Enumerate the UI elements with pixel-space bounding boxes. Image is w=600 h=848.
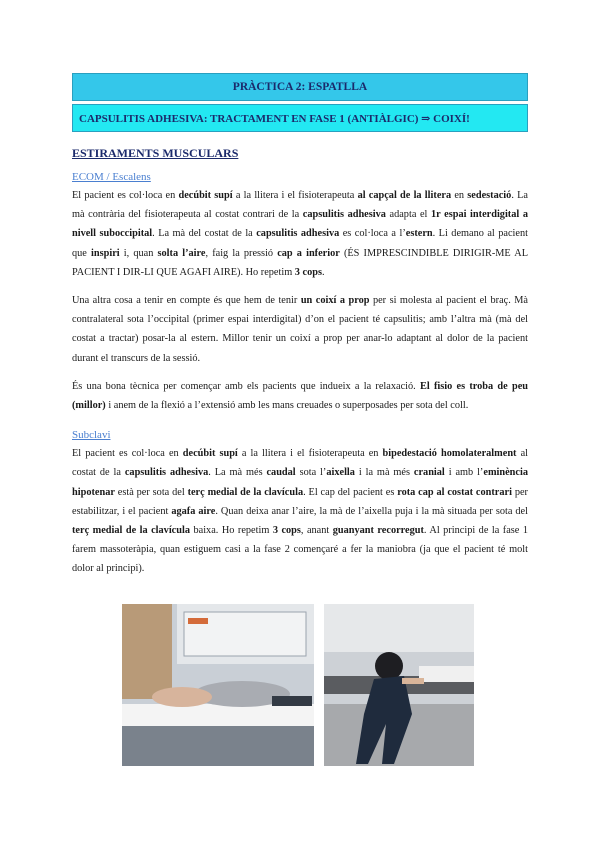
text-run: adapta el [385, 209, 432, 221]
text-run: baixa. Ho repetim [190, 525, 273, 537]
photo-subclavi-technique [324, 604, 474, 766]
bold-text-run: solta l’aire [157, 247, 206, 259]
bold-text-run: terç medial de la clavícula [72, 525, 190, 537]
text-run: El pacient es col·loca en [72, 448, 183, 460]
text-run: . La mà més [208, 467, 267, 479]
text-run: i anem de la flexió a l’extensió amb les mans creuades o superposades per sota del coll. [105, 400, 469, 412]
text-run: a la llitera i el fisioterapeuta en [237, 448, 383, 460]
text-run: És una bona tècnica per començar amb els pacients que indueix a la relaxació. [72, 380, 420, 392]
ecom-paragraph-2 [72, 291, 528, 368]
text-run: per si molesta al pacient el braç. Mà contralateral sota l’occipital (primer espai interdigital) d’on el pacient té capsulitis; amb l’altra mà (mà del costat a tractar) posar-la al estern. Millor tenir un coixí a prop per anar-lo adaptant al dolor de la pacient durant el transcurs de la sessió. [72, 295, 528, 364]
text-run: , faig la pressió [205, 247, 278, 259]
text-run: . El cap del pacient es [303, 486, 398, 498]
bold-text-run: capsulitis adhesiva [302, 209, 386, 221]
bold-text-run: 3 cops [294, 266, 322, 278]
text-run: es col·loca a l’ [339, 228, 406, 240]
text-run: sota l’ [295, 467, 327, 479]
text-run: al costat de la [72, 448, 529, 479]
text-run: . [321, 266, 325, 278]
section-title: ESTIRAMENTS MUSCULARS [72, 146, 239, 160]
text-run: i la mà més [354, 467, 414, 479]
bold-text-run: estern [405, 228, 433, 240]
bold-text-run: bipedestació homolateralment [382, 448, 517, 460]
text-run: . Al principi de la fase 1 farem massoteràpia, quan estiguem casi a la fase 2 començaré a fer la maniobra (ja que el pacient té molt dolor al principi). [72, 525, 528, 575]
text-run: , anant [300, 525, 333, 537]
text-run: (ÉS IMPRESCINDIBLE DIRIGIR-ME AL PACIENT I DIR-LI QUE AGAFI AIRE). Ho repetim [72, 247, 528, 278]
practice-title: PRÀCTICA 2: ESPATLLA [232, 81, 368, 93]
text-run: . Li demano al pacient que [72, 228, 529, 259]
bold-text-run: agafa aire [171, 505, 216, 517]
text-run: . Quan deixa anar l’aire, la mà de l’aixella puja i la mà situada per sota del [215, 505, 528, 517]
bold-text-run: decúbit supí [182, 448, 238, 460]
technique-photos [122, 604, 474, 766]
bold-text-run: 3 cops [272, 525, 301, 537]
document-page [72, 73, 528, 579]
text-run: . La mà contrària del fisioterapeuta al costat contrari de la [72, 190, 528, 221]
text-run: per estabilitzar, i el pacient [72, 486, 528, 517]
ecom-paragraph-1 [72, 186, 528, 282]
ecom-paragraph-3 [72, 377, 528, 415]
text-run: està per sota del [114, 486, 188, 498]
bold-text-run: sedestació [467, 190, 512, 201]
text-run: i amb l’ [444, 467, 484, 479]
text-run: Una altra cosa a tenir en compte és que hem de tenir [72, 295, 301, 307]
bold-text-run: cranial [413, 467, 445, 479]
bold-text-run: capsulitis adhesiva [124, 467, 209, 479]
bold-text-run: caudal [266, 467, 296, 479]
text-run: . La mà del costat de la [152, 228, 257, 240]
bold-text-run: terç medial de la clavícula [187, 486, 304, 498]
subclavi-paragraph-1 [72, 444, 528, 578]
text-run: i, quan [119, 247, 158, 259]
bold-text-run: aixella [326, 467, 355, 479]
bold-text-run: un coixí a prop [300, 295, 370, 307]
bold-text-run: cap a inferior [277, 247, 340, 259]
subclavi-heading: Subclavi [72, 429, 111, 442]
bold-text-run: El fisio es troba de peu (millor) [72, 380, 528, 412]
text-run: en [451, 190, 468, 201]
text-run: El pacient es col·loca en [72, 190, 179, 201]
ecom-heading: ECOM / Escalens [72, 171, 151, 183]
practice-title-bar [72, 73, 528, 101]
bold-text-run: 1r espai interdigital a nivell suboccipital [72, 209, 528, 240]
bold-text-run: eminència hipotenar [72, 467, 528, 498]
bold-text-run: inspiri [91, 247, 120, 259]
bold-text-run: rota cap al costat contrari [397, 486, 512, 498]
photo-ecom-technique [122, 604, 314, 766]
bold-text-run: guanyant recorregut [332, 525, 424, 537]
text-run: a la llitera i el fisioterapeuta [232, 190, 358, 201]
treatment-subtitle: CAPSULITIS ADHESIVA: TRACTAMENT EN FASE 1 (ANTIÀLGIC) ⇒ COIXÍ! [79, 112, 470, 125]
treatment-subtitle-bar [72, 104, 528, 132]
bold-text-run: decúbit supí [178, 190, 233, 201]
bold-text-run: al capçal de la llitera [357, 190, 452, 201]
bold-text-run: capsulitis adhesiva [256, 228, 340, 240]
